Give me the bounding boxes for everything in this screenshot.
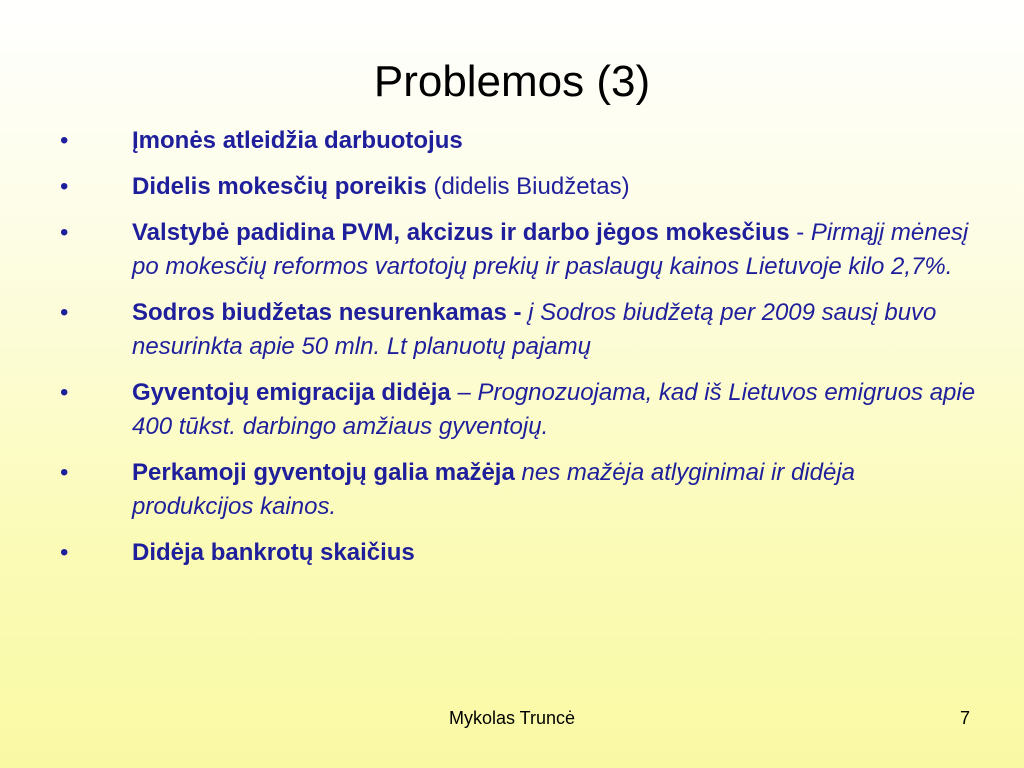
list-item [60,536,980,570]
item-heading: Įmonės atleidžia darbuotojus [132,127,463,154]
list-item [60,124,980,158]
item-heading: Perkamoji gyventojų galia mažėja [132,459,515,486]
bullet-marker: • [60,299,69,326]
bullet-marker: • [60,173,69,200]
list-item [60,170,980,204]
bullet-list [60,124,980,582]
item-heading: Didėja bankrotų skaičius [132,539,415,566]
item-detail: Pirmąjį mėnesį po mokesčių reformos vartotojų prekių ir paslaugų kainos Lietuvoje kilo 2,7%. [132,219,969,280]
item-heading: Didelis mokesčių poreikis [132,173,427,200]
bullet-marker: • [60,459,69,486]
item-separator: – [450,379,478,406]
page-number: 7 [959,708,970,728]
item-heading: Valstybė padidina PVM, akcizus ir darbo jėgos mokesčius [132,219,790,246]
bullet-marker: • [60,539,69,566]
item-detail: į Sodros biudžetą per 2009 sausį buvo nesurinkta apie 50 mln. Lt planuotų pajamų [132,299,937,360]
list-item [60,216,980,284]
item-heading: Sodros biudžetas nesurenkamas - [132,299,522,326]
item-separator: - [789,219,811,246]
footer-author: Mykolas Truncė [448,708,576,728]
item-note: (didelis Biudžetas) [426,173,630,200]
bullet-marker: • [60,379,69,406]
list-item [60,376,980,444]
item-heading: Gyventojų emigracija didėja [132,379,451,406]
bullet-marker: • [60,127,69,154]
slide-title: Problemos (3) [373,57,651,106]
item-detail: Prognozuojama, kad iš Lietuvos emigruos apie 400 tūkst. darbingo amžiaus gyventojų. [132,379,976,440]
bullet-marker: • [60,219,69,246]
item-separator [515,459,522,486]
list-item [60,296,980,364]
list-item [60,456,980,524]
item-detail: nes mažėja atlyginimai ir didėja produkcijos kainos. [132,459,855,520]
